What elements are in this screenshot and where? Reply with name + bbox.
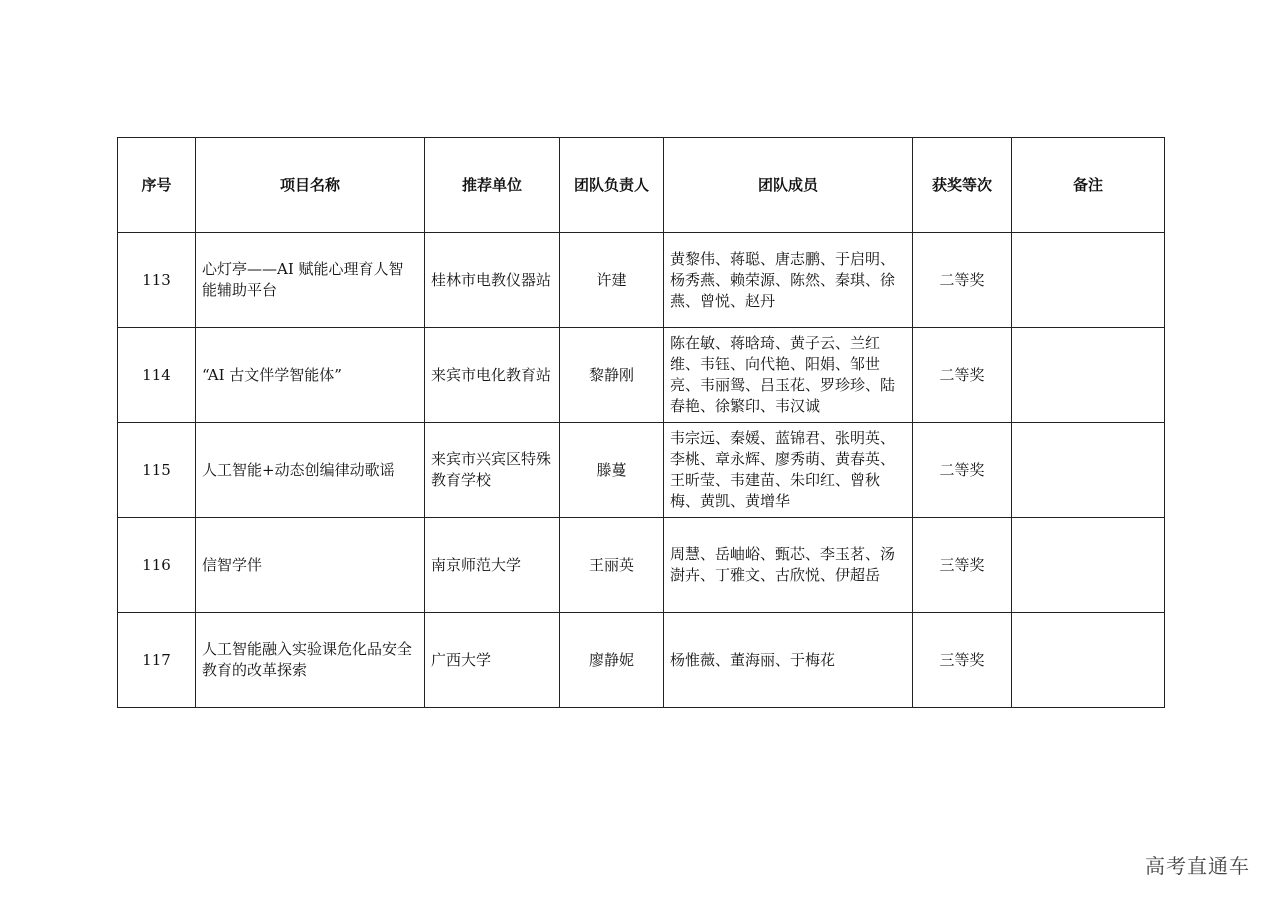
cell-leader: 廖静妮 [560, 613, 664, 708]
award-table [117, 137, 1165, 708]
cell-no: 117 [118, 613, 196, 708]
cell-leader: 王丽英 [560, 518, 664, 613]
cell-no: 114 [118, 328, 196, 423]
header-project-name: 项目名称 [196, 138, 425, 233]
cell-project-name: 人工智能融入实验课危化品安全教育的改革探索 [196, 613, 425, 708]
cell-unit: 来宾市兴宾区特殊教育学校 [425, 423, 560, 518]
table-row [118, 328, 1165, 423]
header-leader: 团队负责人 [560, 138, 664, 233]
table-row [118, 518, 1165, 613]
cell-award: 二等奖 [913, 233, 1012, 328]
cell-note [1012, 518, 1165, 613]
table-row [118, 423, 1165, 518]
cell-award: 三等奖 [913, 518, 1012, 613]
cell-members: 杨惟薇、董海丽、于梅花 [664, 613, 913, 708]
cell-members: 韦宗远、秦媛、蓝锦君、张明英、李桃、章永辉、廖秀萌、黄春英、王昕莹、韦建苗、朱印红、曾秋梅、黄凯、黄增华 [664, 423, 913, 518]
header-unit: 推荐单位 [425, 138, 560, 233]
header-no: 序号 [118, 138, 196, 233]
watermark-text: 高考直通车 [1145, 854, 1250, 878]
header-row [118, 138, 1165, 233]
header-award: 获奖等次 [913, 138, 1012, 233]
cell-award: 二等奖 [913, 423, 1012, 518]
cell-members: 陈在敏、蒋晗琦、黄子云、兰红维、韦钰、向代艳、阳娟、邹世亮、韦丽鸳、吕玉花、罗珍珍、陆春艳、徐繁印、韦汉诚 [664, 328, 913, 423]
table-row [118, 613, 1165, 708]
cell-unit: 南京师范大学 [425, 518, 560, 613]
cell-note [1012, 233, 1165, 328]
header-members: 团队成员 [664, 138, 913, 233]
cell-project-name: “AI 古文伴学智能体” [196, 328, 425, 423]
cell-award: 二等奖 [913, 328, 1012, 423]
cell-no: 115 [118, 423, 196, 518]
cell-note [1012, 423, 1165, 518]
cell-members: 周慧、岳岫峪、甄芯、李玉茗、汤澍卉、丁雅文、古欣悦、伊超岳 [664, 518, 913, 613]
cell-no: 113 [118, 233, 196, 328]
cell-unit: 桂林市电教仪器站 [425, 233, 560, 328]
cell-note [1012, 328, 1165, 423]
cell-no: 116 [118, 518, 196, 613]
cell-project-name: 信智学伴 [196, 518, 425, 613]
cell-project-name: 人工智能+动态创编律动歌谣 [196, 423, 425, 518]
cell-leader: 滕蔓 [560, 423, 664, 518]
header-note: 备注 [1012, 138, 1165, 233]
cell-project-name: 心灯亭——AI 赋能心理育人智能辅助平台 [196, 233, 425, 328]
cell-award: 三等奖 [913, 613, 1012, 708]
cell-unit: 广西大学 [425, 613, 560, 708]
cell-members: 黄黎伟、蒋聪、唐志鹏、于启明、杨秀燕、赖荣源、陈然、秦琪、徐燕、曾悦、赵丹 [664, 233, 913, 328]
table-row [118, 233, 1165, 328]
cell-leader: 黎静刚 [560, 328, 664, 423]
cell-leader: 许建 [560, 233, 664, 328]
cell-unit: 来宾市电化教育站 [425, 328, 560, 423]
cell-note [1012, 613, 1165, 708]
